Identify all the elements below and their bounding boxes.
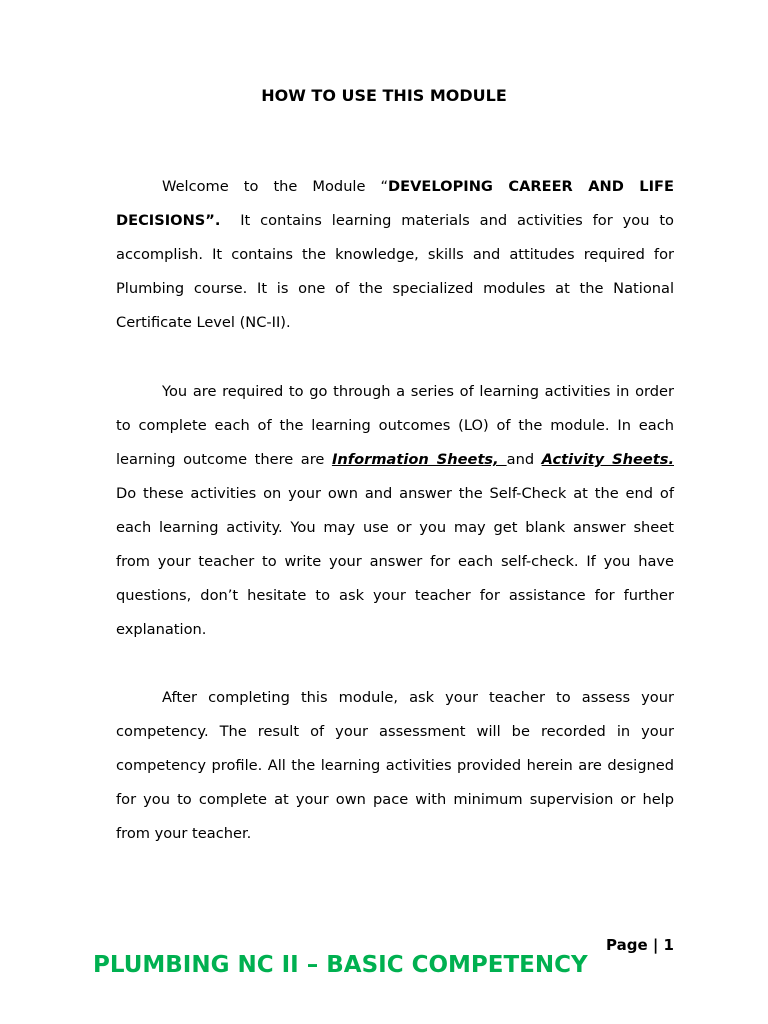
footer-title: PLUMBING NC II – BASIC COMPETENCY: [93, 952, 588, 978]
paragraph-assessment: [116, 681, 674, 851]
activity-sheets-label: Activity Sheets.: [541, 451, 674, 468]
page-number: Page | 1: [606, 936, 674, 954]
page-title: HOW TO USE THIS MODULE: [261, 86, 507, 105]
paragraph-activities-intro: You are required to go through a series of learning activities in order to complete each of the learning outcomes (LO) of the module. In each learning outcome there are: [116, 383, 674, 468]
paragraph-welcome: [116, 170, 679, 340]
information-sheets-label: Information Sheets,: [331, 451, 507, 468]
paragraph-activities: [116, 375, 674, 647]
paragraph-welcome-intro: Welcome to the Module “: [162, 178, 389, 195]
paragraph-welcome-rest: It contains learning materials and activities for you to accomplish. It contains the knowledge, skills and attitudes required for Plumbing course. It is one of the specialized modules at the National Certificate Level (NC-II).: [116, 212, 679, 331]
paragraph-assessment-text: After completing this module, ask your teacher to assess your competency. The result of your assessment will be recorded in your competency profile. All the learning activities provided herein are designed for you to complete at your own pace with minimum supervision or help from your teacher.: [116, 689, 674, 842]
and-text: and: [506, 451, 542, 468]
paragraph-activities-rest: Do these activities on your own and answer the Self-Check at the end of each learning activity. You may use or you may get blank answer sheet from your teacher to write your answer for each self-check. If you have questions, don’t hesitate to ask your teacher for assistance for further explanation.: [116, 485, 674, 638]
module-name: DEVELOPING CAREER AND LIFE DECISIONS”.: [116, 178, 674, 229]
